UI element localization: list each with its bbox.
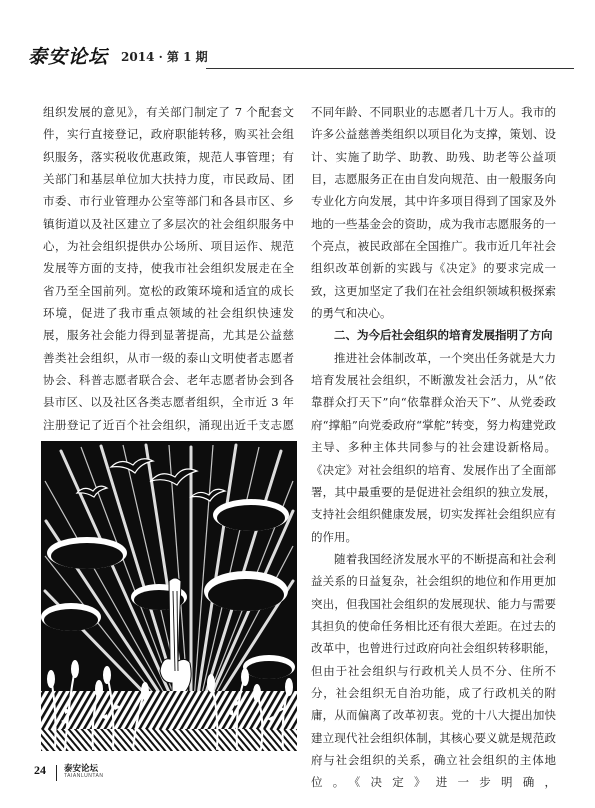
page-header (28, 42, 574, 68)
footer-publication-title: 泰安论坛 (64, 763, 99, 773)
body-paragraph: 推进社会体制改革，一个突出任务就是大力培育发展社会组织，不断激发社会活力，从“依靠群众打天下”向“依靠群众治天下”、从党委政府“撑船”向党委政府“掌舵”转变，努力构建党政主导、多种主体共同参与的社会建设新格局。《决定》对社会组织的培育、发展作出了全面部署，其中最重要的是促进社会组织的独立发展，支持社会组织健康发展，切实发挥社会组织应有的作用。 (311, 350, 556, 544)
right-text-column (311, 101, 556, 794)
woodcut-illustration (41, 441, 297, 751)
body-paragraph: 不同年龄、不同职业的志愿者几十万人。我市的许多公益慈善类组织以项目化为支撑，策划、设计、实施了助学、助教、助残、助老等公益项目，志愿服务正在由自发向规范、由一般服务向专业化方向发展，其中许多项目得到了国家及外地的一些基金会的资助，成为我市志愿服务的一个亮点，被民政部在全国推广。我市近几年社会组织改革创新的实践与《决定》的要求完成一致，这更加坚定了我们在社会组织领域积极探索的勇气和决心。 (311, 105, 556, 321)
issue-label: 2014 · 第 1 期 (121, 50, 208, 64)
woodcut-art (41, 441, 297, 751)
header-rule (206, 68, 574, 69)
page-number: 24 (34, 763, 46, 777)
footer-divider (56, 765, 57, 781)
body-paragraph: 组织发展的意见》，有关部门制定了 7 个配套文件，实行直接登记，政府职能转移，购买社会组织服务，落实税收优惠政策，规范人事管理；有关部门和基层单位加大扶持力度，市民政局、团市委、市行业管理办公室等部门和各县市区、乡镇街道以及社区建立了多层次的社会组织服务中心，为社会组织提供办公场所、项目运作、规范发展等方面的支持，使我市社会组织发展走在全省乃至全国前列。宽松的政策环境和适宜的成长环境，促进了我市重点领域的社会组织快速发展，服务社会能力得到显著提高，尤其是公益慈善类社会组织，从市一级的泰山文明使者志愿者协会、科普志愿者联合会、老年志愿者协会到各县市区、以及社区各类志愿者组织，全市近 3 年注册登记了近百个社会组织，涌现出近千支志愿 (43, 105, 294, 432)
body-paragraph: 随着我国经济发展水平的不断提高和社会利益关系的日益复杂，社会组织的地位和作用更加突出，但我国社会组织的发展现状、能力与需要其担负的使命任务相比还有很大差距。在过去的改革中，也曾进行过政府向社会组织转移职能，但由于社会组织与行政机关人员不分、住所不分，社会组织无自治功能，成了行政机关的附庸，从而偏离了改革初衷。党的十八大提出加快建立现代社会组织体制，其核心要义就是规范政府与社会组织的关系，确立社会组织的主体地位。《决定》进一步明确， (311, 551, 556, 790)
page-footer (34, 763, 574, 787)
left-text-column (43, 101, 294, 459)
section-heading: 二、为今后社会组织的培育发展指明了方向 (334, 328, 553, 343)
masthead-title: 泰安论坛 (28, 46, 109, 68)
footer-publication-roman: TAIANLUNTAN (64, 773, 104, 779)
